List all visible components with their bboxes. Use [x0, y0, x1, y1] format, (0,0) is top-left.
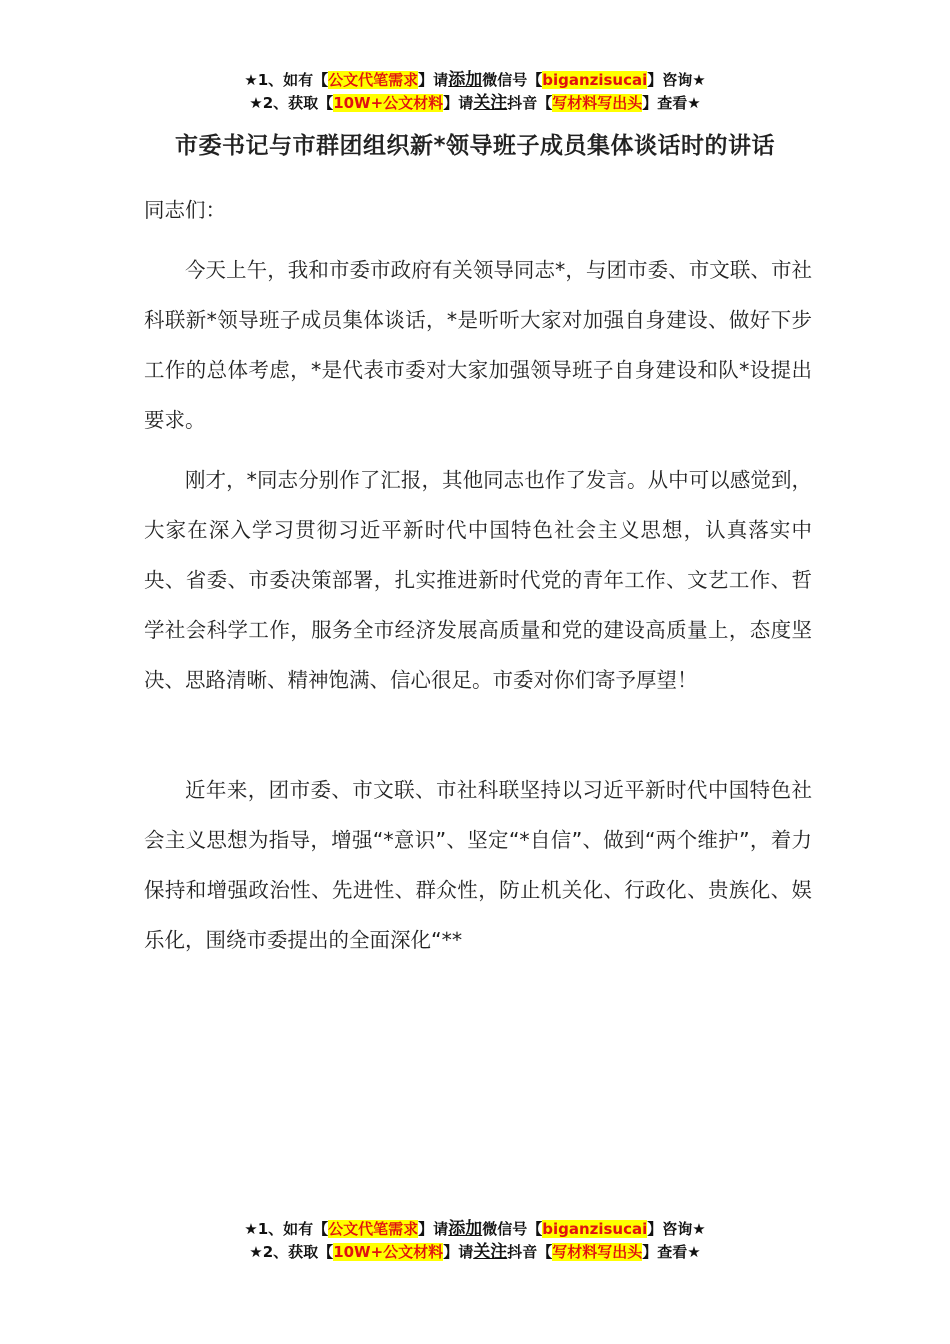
highlight-text: 写材料写出头 [552, 1243, 643, 1261]
paragraph: 今天上午，我和市委市政府有关领导同志*，与团市委、市文联、市社科联新*领导班子成员集体谈话，*是听听大家对加强自身建设、做好下步工作的总体考虑，*是代表市委对大家加强领导班子自身建设和队*设提出要求。 [144, 258, 812, 432]
highlight-text: biganzisucai [542, 1220, 648, 1238]
ad-line-1: ★1、如有【公文代笔需求】请添加微信号【biganzisucai】咨询★ [244, 70, 706, 90]
highlight-text: 10W+公文材料 [333, 1243, 444, 1261]
highlight-text: 写材料写出头 [552, 94, 643, 112]
paragraph: 刚才，*同志分别作了汇报，其他同志也作了发言。从中可以感觉到，大家在深入学习贯彻习近平新时代中国特色社会主义思想，认真落实中央、省委、市委决策部署，扎实推进新时代党的青年工作、文艺工作、哲学社会科学工作，服务全市经济发展高质量和党的建设高质量上，态度坚决、思路清晰、精神饱满、信心很足。市委对你们寄予厚望！ [144, 468, 812, 692]
salutation: 同志们： [144, 198, 226, 222]
ad-line-1: ★1、如有【公文代笔需求】请添加微信号【biganzisucai】咨询★ [244, 1219, 706, 1239]
ad-line-2: ★2、获取【10W+公文材料】请关注抖音【写材料写出头】查看★ [249, 1242, 701, 1262]
highlight-text: 公文代笔需求 [328, 71, 419, 89]
ad-line-2: ★2、获取【10W+公文材料】请关注抖音【写材料写出头】查看★ [249, 93, 701, 113]
document-title: 市委书记与市群团组织新*领导班子成员集体谈话时的讲话 [174, 133, 776, 159]
highlight-text: biganzisucai [542, 71, 648, 89]
paragraph: 近年来，团市委、市文联、市社科联坚持以习近平新时代中国特色社会主义思想为指导，增强“*意识”、坚定“*自信”、做到“两个维护”，着力保持和增强政治性、先进性、群众性，防止机关化、行政化、贵族化、娱乐化，围绕市委提出的全面深化“** [144, 778, 812, 952]
highlight-text: 10W+公文材料 [333, 94, 444, 112]
ad-banner-bottom [0, 1218, 950, 1264]
highlight-text: 公文代笔需求 [328, 1220, 419, 1238]
ad-banner-top [0, 69, 950, 115]
